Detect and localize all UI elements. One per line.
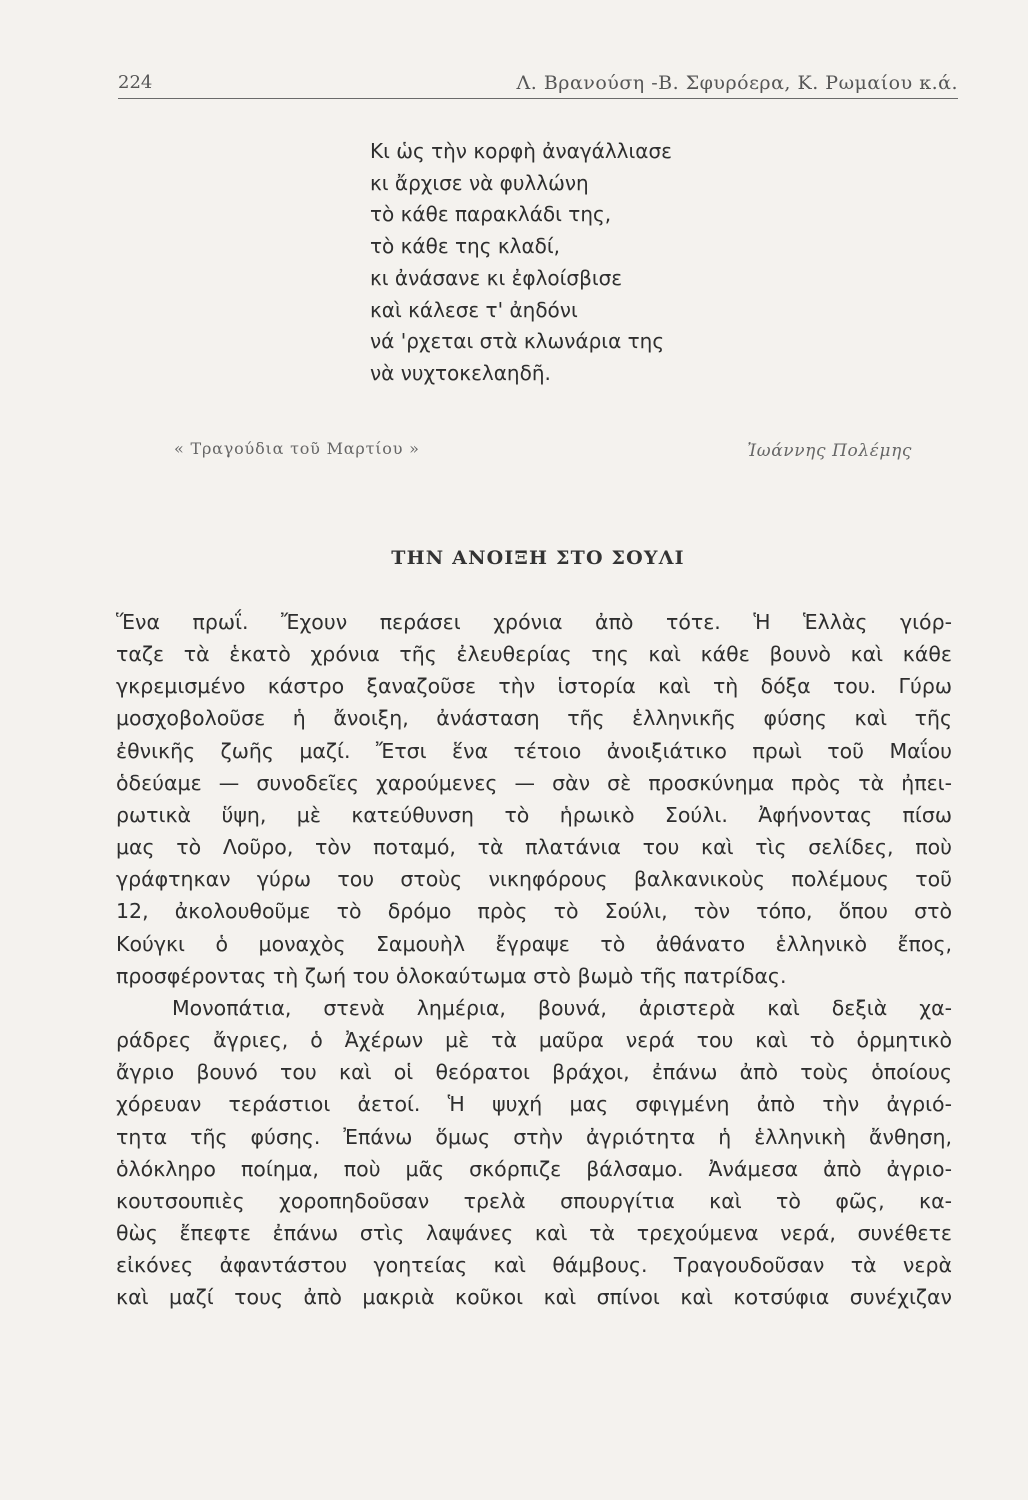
text-line: γράφτηκαν γύρω του στοὺς νικηφόρους βαλκανικοὺς πολέμους τοῦ [116,867,952,892]
text-line: χόρευαν τεράστιοι ἀετοί. Ἡ ψυχή μας σφιγμένη ἀπὸ τὴν ἀγριό- [116,1092,952,1117]
poem-line: καὶ κάλεσε τ' ἀηδόνι [370,297,578,322]
text-line: τητα τῆς φύσης. Ἐπάνω ὅμως στὴν ἀγριότητα ἡ ἑλληνικὴ ἄνθηση, [116,1124,952,1149]
text-line: καὶ μαζί τους ἀπὸ μακριὰ κοῦκοι καὶ σπίνοι καὶ κοτσύφια συνέχιζαν [116,1285,952,1310]
text-line: μοσχοβολοῦσε ἡ ἄνοιξη, ἀνάσταση τῆς ἑλληνικῆς φύσης καὶ τῆς [116,706,952,731]
poem-attribution [174,437,964,467]
text-line: Μονοπάτια, στενὰ λημέρια, βουνά, ἀριστερὰ καὶ δεξιὰ χα- [172,995,952,1020]
poem [370,136,810,390]
poem-line: νὰ νυχτοκελαηδῆ. [370,360,551,385]
text-line: Ἕνα πρωΐ. Ἔχουν περάσει χρόνια ἀπὸ τότε. Ἡ Ἑλλὰς γιόρ- [116,610,952,634]
text-line: μας τὸ Λοῦρο, τὸν ποταμό, τὰ πλατάνια του καὶ τὶς σελίδες, ποὺ [116,835,952,860]
page-number: 224 [118,72,153,93]
poem-line: κι ἄρχισε νὰ φυλλώνη [370,170,589,195]
poem-source: « Τραγούδια τοῦ Μαρτίου » [174,439,420,458]
poem-line: τὸ κάθε της κλαδί, [370,234,560,259]
text-line: ἐθνικῆς ζωῆς μαζί. Ἔτσι ἕνα τέτοιο ἀνοιξιάτικο πρωὶ τοῦ Μαΐου [116,738,952,763]
poem-author: Ἰωάννης Πολέμης [747,441,912,461]
page-header [118,72,958,99]
text-line: 12, ἀκολουθοῦμε τὸ δρόμο πρὸς τὸ Σούλι, τὸν τόπο, ὅπου στὸ [116,899,952,924]
article-title: ΤΗΝ ΑΝΟΙΞΗ ΣΤΟ ΣΟΥΛΙ [391,547,685,569]
text-line: προσφέροντας τὴ ζωή του ὁλοκαύτωμα στὸ βωμὸ τῆς πατρίδας. [116,963,787,988]
text-line: ἄγριο βουνό του καὶ οἱ θεόρατοι βράχοι, ἐπάνω ἀπὸ τοὺς ὁποίους [116,1060,952,1085]
text-line: ὁδεύαμε — συνοδεῖες χαρούμενες — σὰν σὲ προσκύνημα πρὸς τὰ ἠπει- [116,770,952,795]
article-body [116,606,952,1313]
text-line: κουτσουπιὲς χοροπηδοῦσαν τρελὰ σπουργίτια καὶ τὸ φῶς, κα- [116,1188,952,1213]
poem-line: τὸ κάθε παρακλάδι της, [370,202,612,227]
text-line: γκρεμισμένο κάστρο ξαναζοῦσε τὴν ἱστορία καὶ τὴ δόξα του. Γύρω [116,674,952,699]
text-line: ταζε τὰ ἑκατὸ χρόνια τῆς ἐλευθερίας της καὶ κάθε βουνὸ καὶ κάθε [116,642,952,667]
running-head: Λ. Βρανούση -Β. Σφυρόερα, Κ. Ρωμαίου κ.ά. [516,72,958,94]
poem-line: Κι ὡς τὴν κορφὴ ἀναγάλλιασε [370,139,672,163]
poem-line: νά 'ρχεται στὰ κλωνάρια της [370,329,665,354]
text-line: Κούγκι ὁ μοναχὸς Σαμουὴλ ἔγραψε τὸ ἀθάνατο ἑλληνικὸ ἔπος, [116,931,952,956]
text-line: ράδρες ἄγριες, ὁ Ἀχέρων μὲ τὰ μαῦρα νερά του καὶ τὸ ὁρμητικὸ [116,1028,952,1053]
text-line: θὼς ἔπεφτε ἐπάνω στὶς λαψάνες καὶ τὰ τρεχούμενα νερά, συνέθετε [116,1220,952,1245]
text-line: εἰκόνες ἀφαντάστου γοητείας καὶ θάμβους. Τραγουδοῦσαν τὰ νερὰ [116,1253,952,1278]
poem-line: κι ἀνάσανε κι ἐφλοίσβισε [370,265,623,290]
text-line: ρωτικὰ ὕψη, μὲ κατεύθυνση τὸ ἡρωικὸ Σούλι. Ἀφήνοντας πίσω [116,802,952,827]
text-line: ὁλόκληρο ποίημα, ποὺ μᾶς σκόρπιζε βάλσαμο. Ἀνάμεσα ἀπὸ ἀγριο- [116,1156,952,1181]
